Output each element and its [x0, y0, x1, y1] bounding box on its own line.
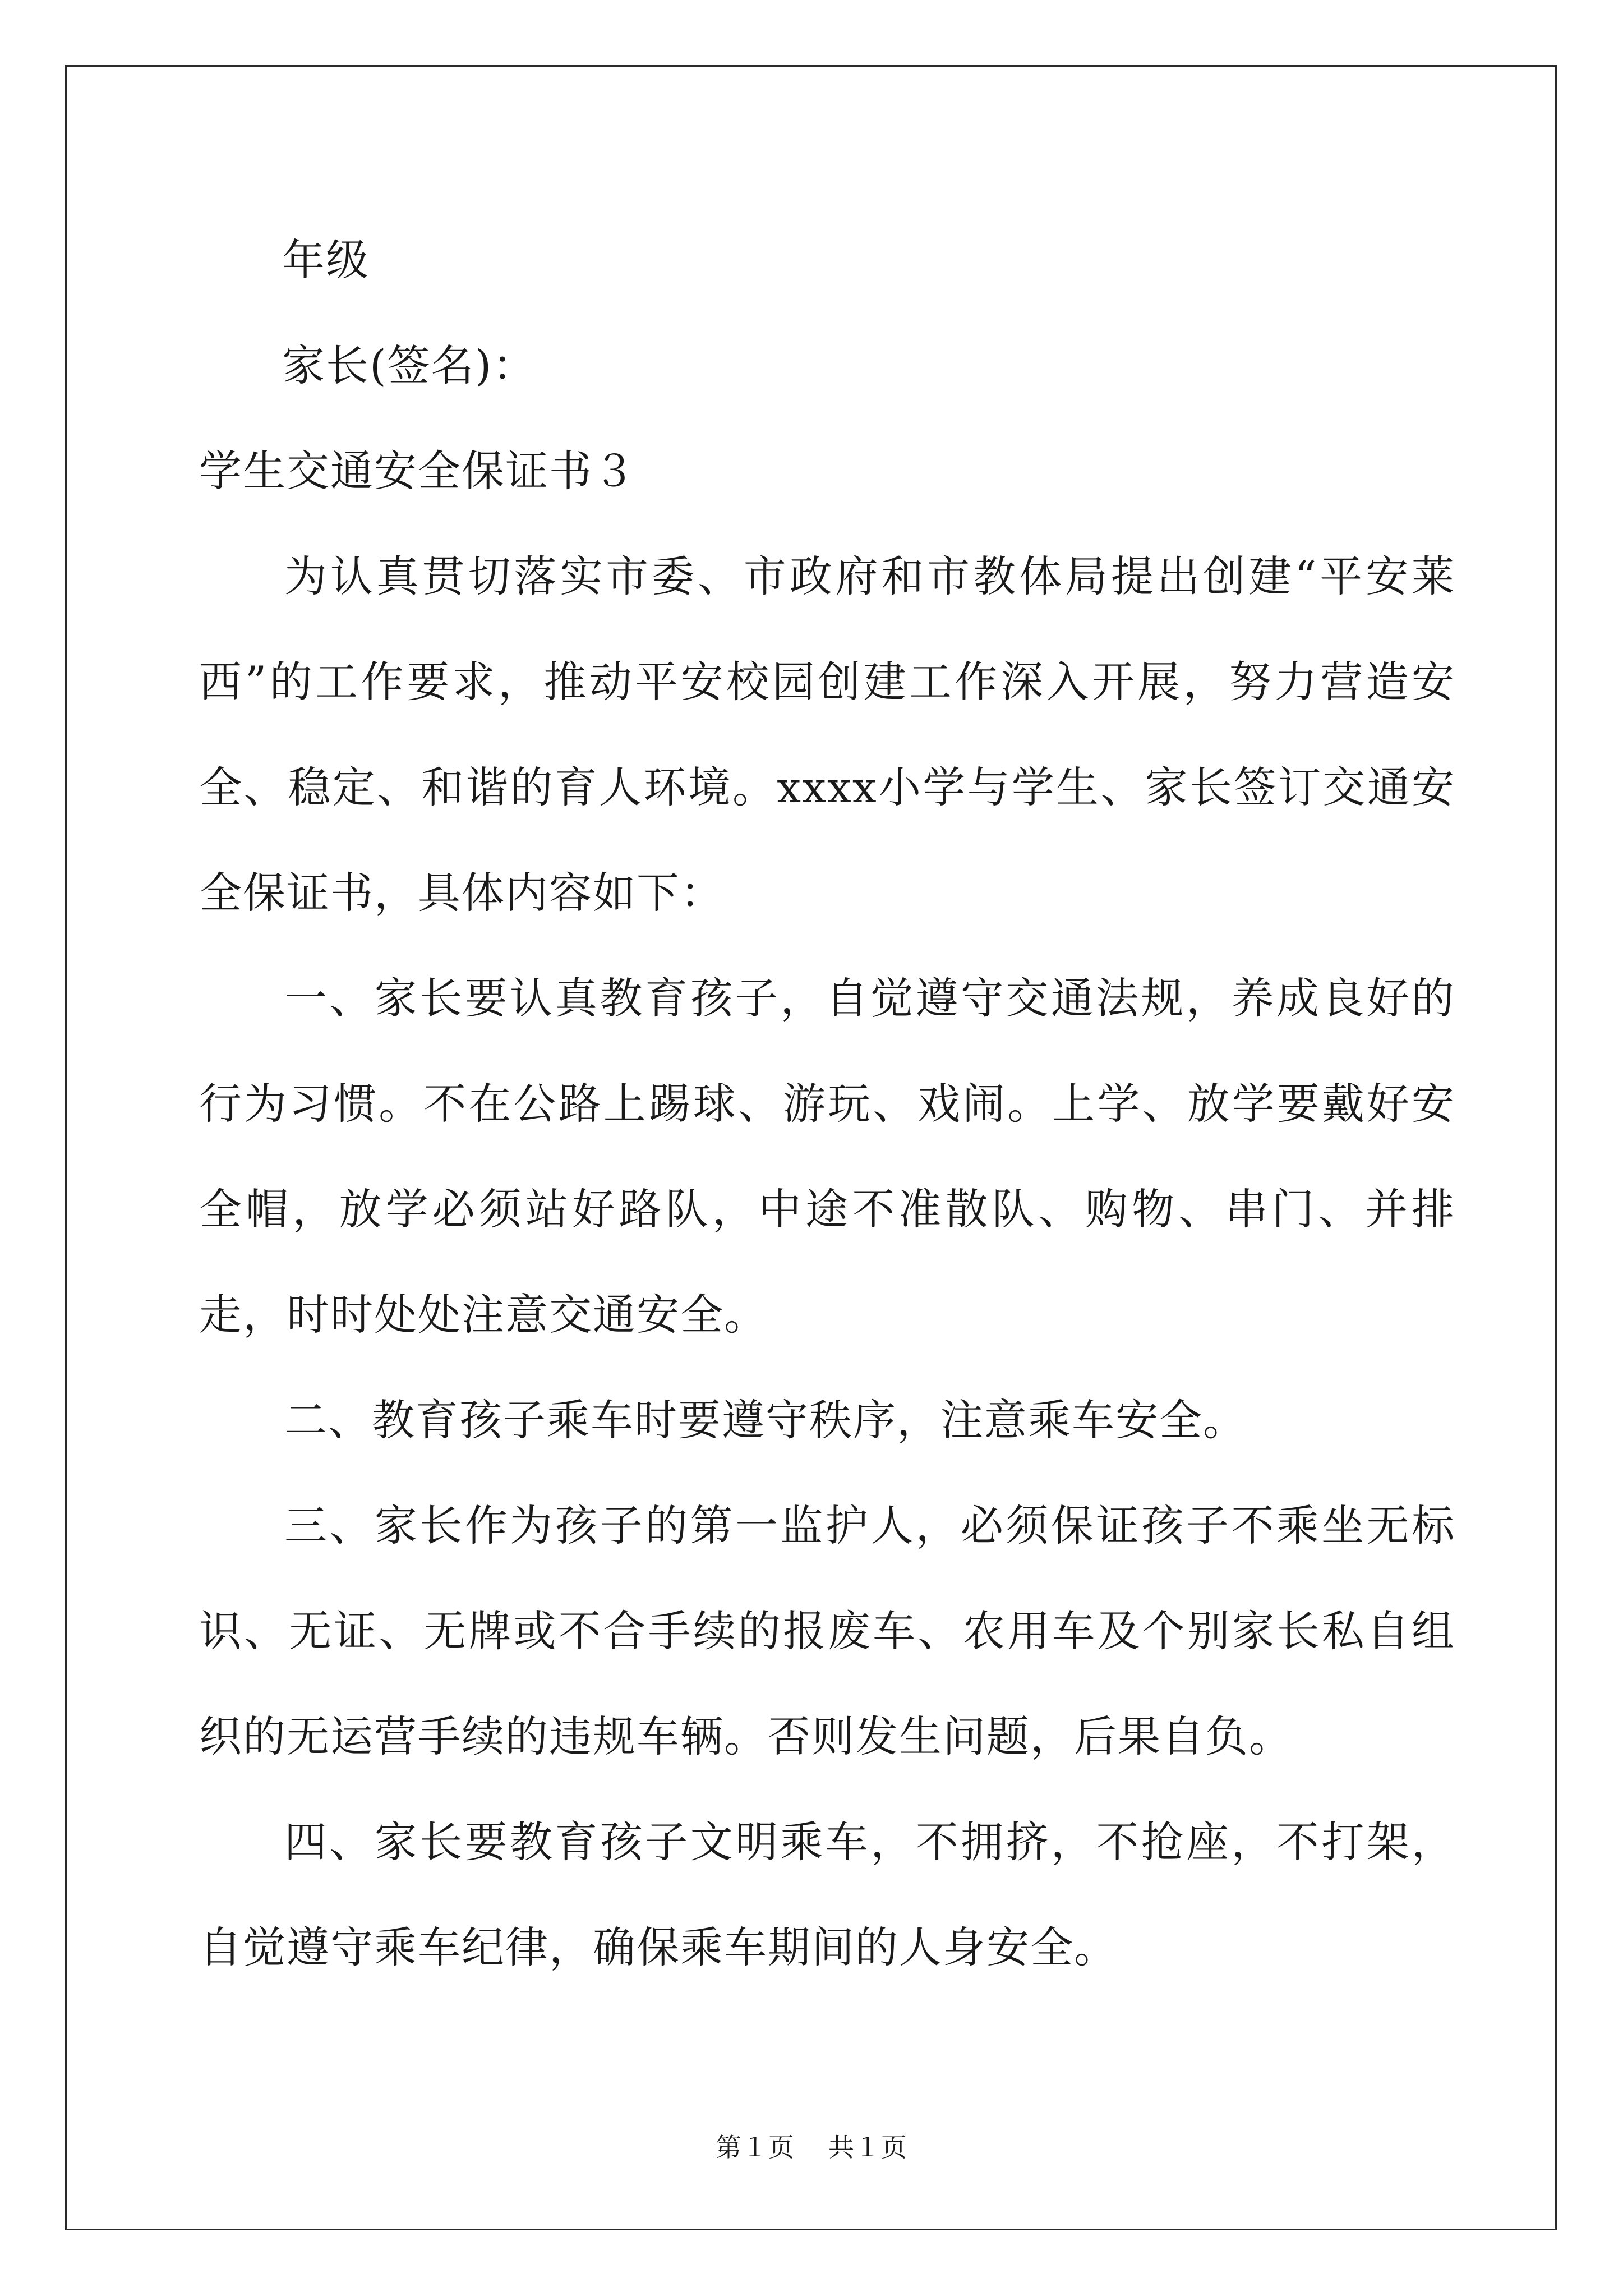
grade-line: 年级 [282, 235, 370, 285]
page-number: 第１页 [716, 2132, 795, 2162]
paragraph-item-1: 一、家长要认真教育孩子，自觉遵守交通法规，养成良好的行为习惯。不在公路上踢球、游玩、戏闹。上学、放学要戴好安全帽，放学必须站好路队，中途不准散队、购物、串门、并排走，时时处处注意交通安全。 [199, 973, 1455, 1340]
paragraph-intro: 为认真贯切落实市委、市政府和市教体局提出创建“平安莱西”的工作要求，推动平安校园创建工作深入开展，努力营造安全、稳定、和谐的育人环境。xxxx小学与学生、家长签订交通安全保证书，具体内容如下： [199, 551, 1455, 918]
page-total: 共１页 [828, 2132, 907, 2162]
document-body [199, 208, 1455, 2000]
page-footer [0, 2131, 1623, 2164]
paragraph-item-3: 三、家长作为孩子的第一监护人，必须保证孩子不乘坐无标识、无证、无牌或不合手续的报废车、农用车及个别家长私自组织的无运营手续的违规车辆。否则发生问题，后果自负。 [199, 1501, 1455, 1761]
document-title: 学生交通安全保证书３ [199, 446, 637, 496]
parent-signature-line: 家长(签名)： [282, 341, 537, 390]
paragraph-item-4: 四、家长要教育孩子文明乘车，不拥挤，不抢座，不打架，自觉遵守乘车纪律，确保乘车期间的人身安全。 [199, 1817, 1455, 1972]
paragraph-item-2: 二、教育孩子乘车时要遵守秩序，注意乘车安全。 [284, 1395, 1247, 1445]
